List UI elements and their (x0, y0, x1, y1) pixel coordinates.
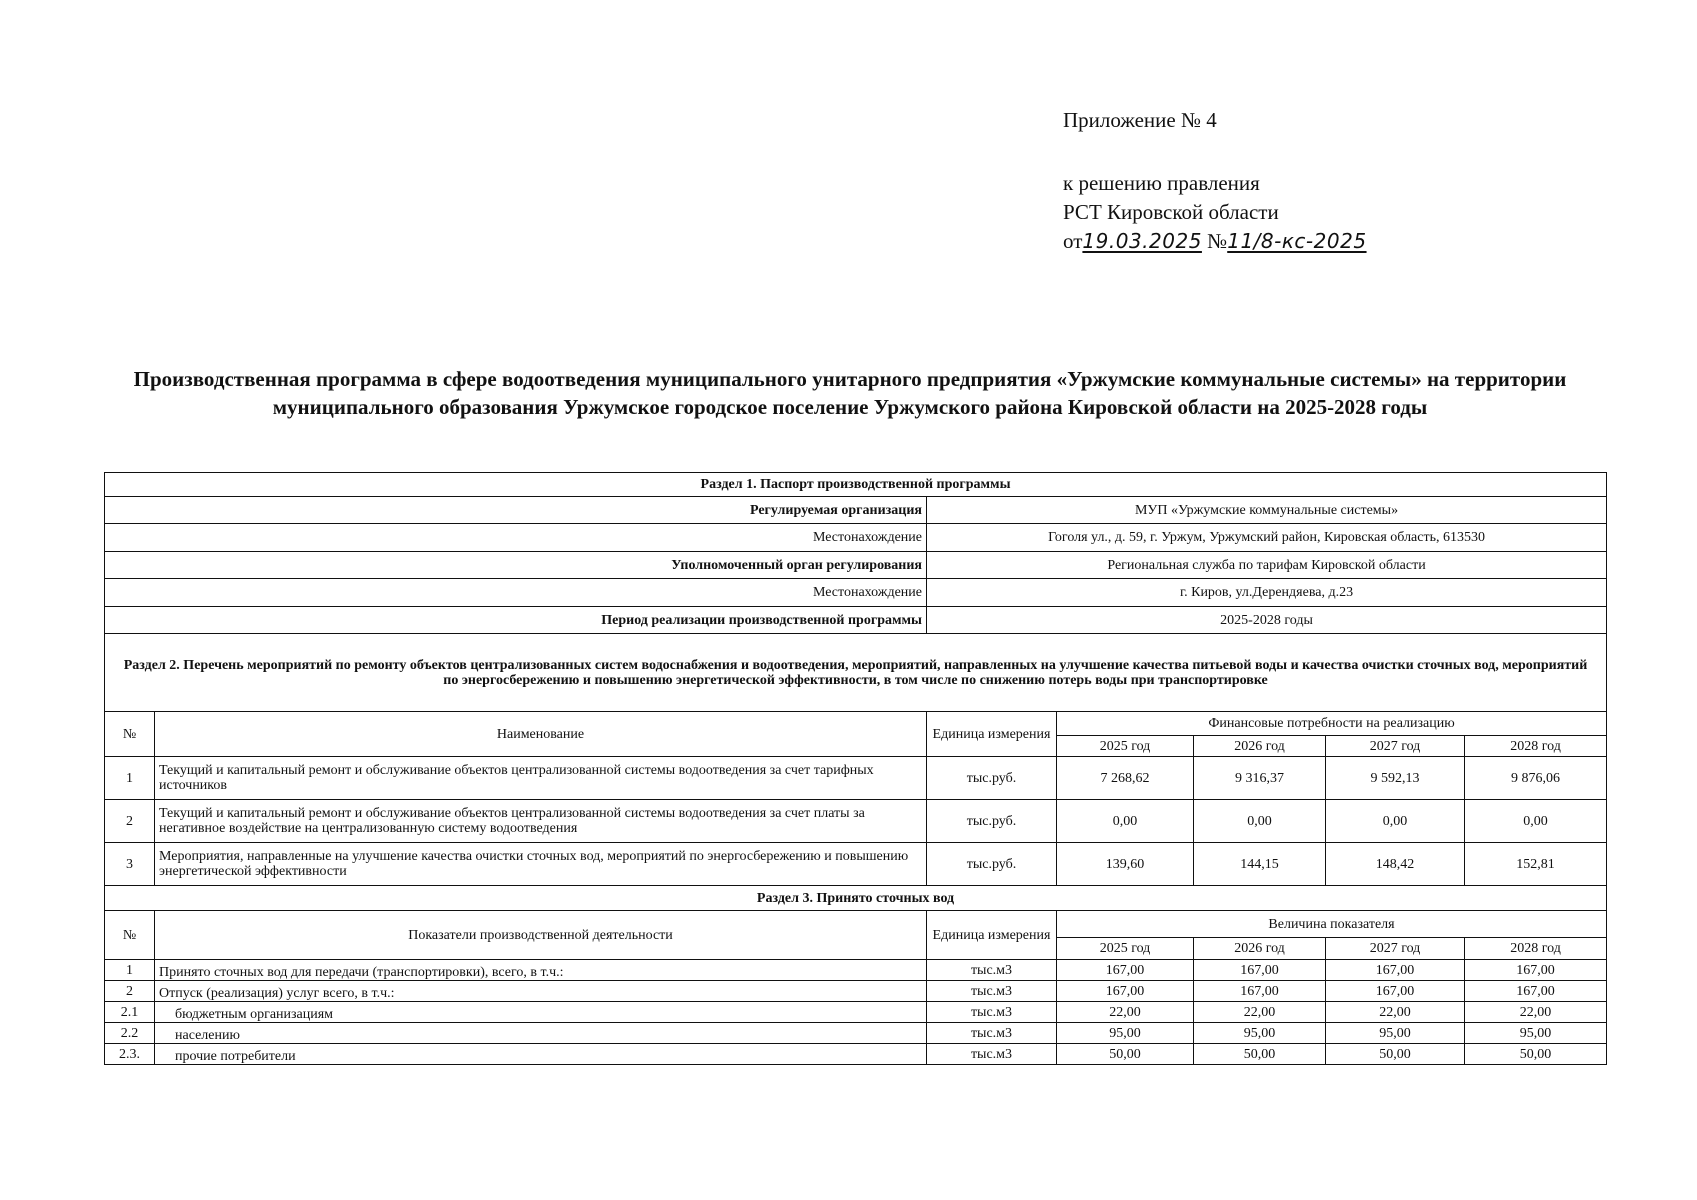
year-header: 2028 год (1465, 938, 1607, 960)
col-unit-header: Единица измерения (927, 712, 1057, 757)
measure-row (105, 757, 1607, 800)
value-cell: 50,00 (1465, 1044, 1607, 1065)
value-cell: 9 876,06 (1465, 757, 1607, 800)
indicator-name: Принято сточных вод для передачи (транспортировки), всего, в т.ч.: (155, 960, 927, 981)
value-cell: 0,00 (1326, 800, 1465, 843)
measure-name: Текущий и капитальный ремонт и обслуживание объектов централизованной системы водоотведения за счет тарифных источников (155, 757, 927, 800)
col-group-header: Величина показателя (1057, 911, 1607, 938)
value-cell: 9 316,37 (1194, 757, 1326, 800)
col-name-header: Наименование (155, 712, 927, 757)
unit-cell: тыс.руб. (927, 757, 1057, 800)
passport-label: Период реализации производственной программы (105, 607, 927, 634)
value-cell: 0,00 (1465, 800, 1607, 843)
authority-line: РСТ Кировской области (1063, 200, 1279, 224)
row-number: 2 (105, 800, 155, 843)
section3-title-row (105, 886, 1607, 911)
indicator-name: бюджетным организациям (155, 1002, 927, 1023)
unit-cell: тыс.м3 (927, 1044, 1057, 1065)
passport-value: г. Киров, ул.Дерендяева, д.23 (927, 579, 1607, 607)
year-header: 2027 год (1326, 938, 1465, 960)
value-cell: 167,00 (1194, 981, 1326, 1002)
date-number-line (1063, 227, 1367, 256)
year-header: 2025 год (1057, 938, 1194, 960)
indicator-row (105, 981, 1607, 1002)
row-number: 2 (105, 981, 155, 1002)
col-name-header: Показатели производственной деятельности (155, 911, 927, 960)
handwritten-number: 11/8-кс-2025 (1227, 229, 1367, 253)
col-no-header: № (105, 911, 155, 960)
value-cell: 167,00 (1194, 960, 1326, 981)
passport-value: 2025-2028 годы (927, 607, 1607, 634)
indicator-row (105, 1023, 1607, 1044)
section3-title: Раздел 3. Принято сточных вод (105, 886, 1607, 911)
row-number: 2.3. (105, 1044, 155, 1065)
passport-row (105, 524, 1607, 552)
row-number: 1 (105, 757, 155, 800)
measure-name: Мероприятия, направленные на улучшение качества очистки сточных вод, мероприятий по энергосбережению и повышению энергетической эффективности (155, 843, 927, 886)
row-number: 2.1 (105, 1002, 155, 1023)
approval-header (1063, 106, 1367, 256)
value-cell: 95,00 (1057, 1023, 1194, 1044)
passport-value: Гоголя ул., д. 59, г. Уржум, Уржумский район, Кировская область, 613530 (927, 524, 1607, 552)
col-no-header: № (105, 712, 155, 757)
value-cell: 50,00 (1326, 1044, 1465, 1065)
program-table (104, 472, 1607, 1065)
passport-row (105, 497, 1607, 524)
section1-title-row (105, 473, 1607, 497)
year-header: 2028 год (1465, 736, 1607, 757)
value-cell: 139,60 (1057, 843, 1194, 886)
value-cell: 152,81 (1465, 843, 1607, 886)
measure-row (105, 843, 1607, 886)
unit-cell: тыс.м3 (927, 960, 1057, 981)
value-cell: 22,00 (1465, 1002, 1607, 1023)
value-cell: 167,00 (1465, 960, 1607, 981)
year-header: 2026 год (1194, 736, 1326, 757)
value-cell: 167,00 (1465, 981, 1607, 1002)
section2-title-row (105, 634, 1607, 712)
date-prefix: от (1063, 229, 1083, 253)
program-table-body (105, 473, 1607, 1065)
value-cell: 167,00 (1057, 960, 1194, 981)
row-number: 1 (105, 960, 155, 981)
unit-cell: тыс.м3 (927, 1002, 1057, 1023)
value-cell: 167,00 (1057, 981, 1194, 1002)
value-cell: 0,00 (1057, 800, 1194, 843)
row-number: 2.2 (105, 1023, 155, 1044)
appendix-label: Приложение № 4 (1063, 108, 1217, 132)
decision-line: к решению правления (1063, 171, 1260, 195)
value-cell: 9 592,13 (1326, 757, 1465, 800)
value-cell: 7 268,62 (1057, 757, 1194, 800)
value-cell: 50,00 (1057, 1044, 1194, 1065)
col-group-header: Финансовые потребности на реализацию (1057, 712, 1607, 736)
passport-value: Региональная служба по тарифам Кировской области (927, 552, 1607, 579)
section1-title: Раздел 1. Паспорт производственной программы (105, 473, 1607, 497)
col-unit-header: Единица измерения (927, 911, 1057, 960)
indicator-name: прочие потребители (155, 1044, 927, 1065)
indicator-name: населению (155, 1023, 927, 1044)
passport-row (105, 607, 1607, 634)
passport-value: МУП «Уржумские коммунальные системы» (927, 497, 1607, 524)
value-cell: 95,00 (1194, 1023, 1326, 1044)
unit-cell: тыс.м3 (927, 1023, 1057, 1044)
value-cell: 95,00 (1465, 1023, 1607, 1044)
document-title: Производственная программа в сфере водоотведения муниципального унитарного предприятия «Уржумские коммунальные системы» на территории муниципального образования Уржумское городское поселение Уржумского района Кировской области на 2025-2028 годы (133, 367, 1567, 419)
unit-cell: тыс.руб. (927, 843, 1057, 886)
passport-row (105, 579, 1607, 607)
year-header: 2027 год (1326, 736, 1465, 757)
year-header: 2026 год (1194, 938, 1326, 960)
unit-cell: тыс.руб. (927, 800, 1057, 843)
indicator-name: Отпуск (реализация) услуг всего, в т.ч.: (155, 981, 927, 1002)
value-cell: 144,15 (1194, 843, 1326, 886)
handwritten-date: 19.03.2025 (1082, 229, 1202, 253)
value-cell: 167,00 (1326, 960, 1465, 981)
passport-label: Местонахождение (105, 579, 927, 607)
value-cell: 22,00 (1057, 1002, 1194, 1023)
unit-cell: тыс.м3 (927, 981, 1057, 1002)
value-cell: 50,00 (1194, 1044, 1326, 1065)
section2-title: Раздел 2. Перечень мероприятий по ремонту объектов централизованных систем водоснабжения и водоотведения, мероприятий, направленных на улучшение качества питьевой воды и качества очистки сточных вод, мероприятий по энергосбережению и повышению энергетической эффективности, в том числе по снижению потерь воды при транспортировке (105, 634, 1607, 712)
passport-label: Регулируемая организация (105, 497, 927, 524)
indicator-row (105, 1002, 1607, 1023)
year-header: 2025 год (1057, 736, 1194, 757)
measure-name: Текущий и капитальный ремонт и обслуживание объектов централизованной системы водоотведения за счет платы за негативное воздействие на централизованную систему водоотведения (155, 800, 927, 843)
section3-header-row (105, 911, 1607, 938)
value-cell: 22,00 (1326, 1002, 1465, 1023)
section2-header-row (105, 712, 1607, 736)
value-cell: 167,00 (1326, 981, 1465, 1002)
value-cell: 148,42 (1326, 843, 1465, 886)
number-prefix: № (1207, 229, 1228, 253)
passport-row (105, 552, 1607, 579)
indicator-row (105, 1044, 1607, 1065)
value-cell: 22,00 (1194, 1002, 1326, 1023)
value-cell: 0,00 (1194, 800, 1326, 843)
indicator-row (105, 960, 1607, 981)
value-cell: 95,00 (1326, 1023, 1465, 1044)
measure-row (105, 800, 1607, 843)
passport-label: Уполномоченный орган регулирования (105, 552, 927, 579)
row-number: 3 (105, 843, 155, 886)
passport-label: Местонахождение (105, 524, 927, 552)
